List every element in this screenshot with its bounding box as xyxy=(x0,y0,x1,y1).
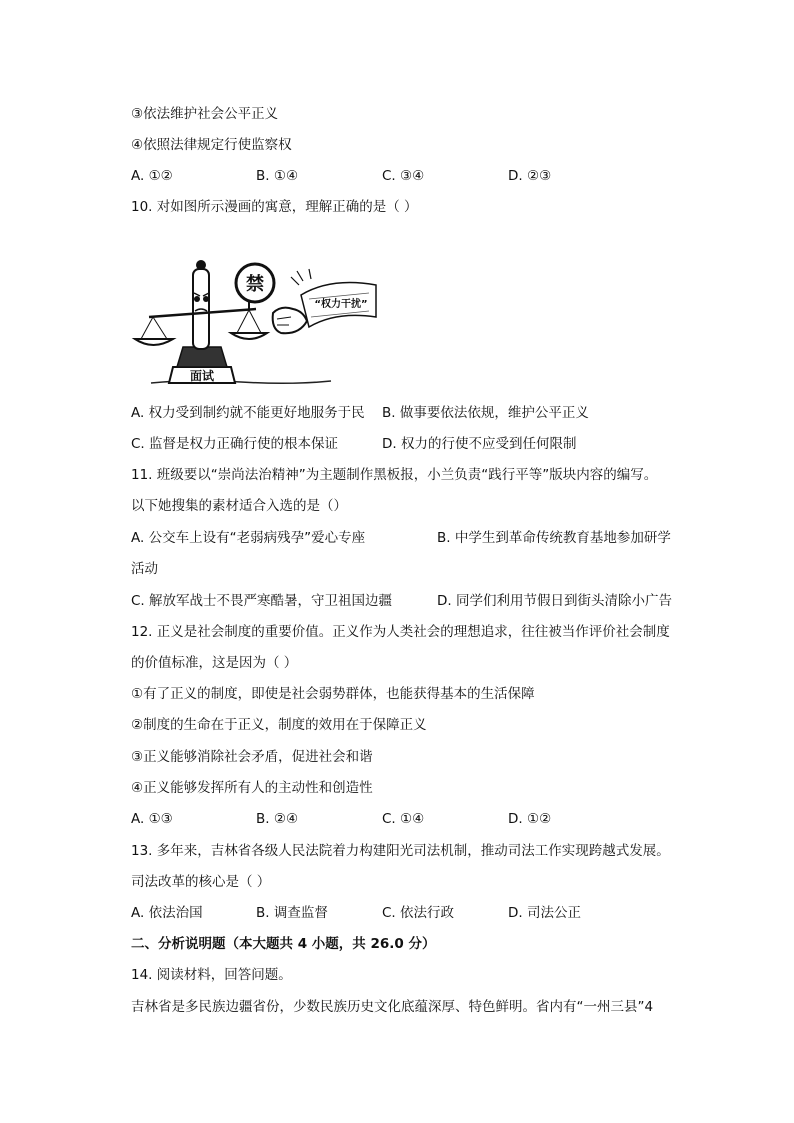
cartoon-base-label: 面试 xyxy=(189,369,215,383)
q9-item-4: ④依照法律规定行使监察权 xyxy=(131,137,292,153)
q11-stem-line-1: 11. 班级要以“崇尚法治精神”为主题制作黑板报，小兰负责“践行平等”版块内容的编写。 xyxy=(131,467,658,483)
cartoon-sign-text: 禁 xyxy=(246,274,264,295)
q9-option-c[interactable]: C. ③④ xyxy=(382,168,425,184)
cartoon-pan-left xyxy=(135,339,173,345)
cartoon-banner-text: “权力干扰” xyxy=(314,299,368,310)
q10-stem: 10. 对如图所示漫画的寓意，理解正确的是（ ） xyxy=(131,199,418,215)
cartoon-eye-left xyxy=(194,296,200,302)
q12-option-c[interactable]: C. ①④ xyxy=(382,811,425,827)
q11-option-b-continued: 活动 xyxy=(131,561,158,577)
q9-item-3: ③依法维护社会公平正义 xyxy=(131,106,279,122)
q12-stem-line-2: 的价值标准，这是因为（ ） xyxy=(131,655,298,671)
q12-option-b[interactable]: B. ②④ xyxy=(256,811,299,827)
q13-stem-line-2: 司法改革的核心是（ ） xyxy=(131,874,271,890)
q12-item-1: ①有了正义的制度，即使是社会弱势群体，也能获得基本的生活保障 xyxy=(131,686,535,702)
q14-stem: 14. 阅读材料，回答问题。 xyxy=(131,967,292,983)
q12-stem-line-1: 12. 正义是社会制度的重要价值。正义作为人类社会的理想追求，往往被当作评价社会制度 xyxy=(131,624,670,640)
q12-item-4: ④正义能够发挥所有人的主动性和创造性 xyxy=(131,780,373,796)
q10-option-b[interactable]: B. 做事要依法依规，维护公平正义 xyxy=(382,405,589,421)
q13-stem-line-1: 13. 多年来，吉林省各级人民法院着力构建阳光司法机制，推动司法工作实现跨越式发展。 xyxy=(131,843,670,859)
q9-option-b[interactable]: B. ①④ xyxy=(256,168,299,184)
q11-option-b[interactable]: B. 中学生到革命传统教育基地参加研学 xyxy=(437,530,671,546)
q9-option-a[interactable]: A. ①② xyxy=(131,168,173,184)
q12-option-a[interactable]: A. ①③ xyxy=(131,811,173,827)
q13-option-b[interactable]: B. 调查监督 xyxy=(256,905,328,921)
cartoon-scale-knob xyxy=(196,260,206,270)
q11-stem-line-2: 以下她搜集的素材适合入选的是（） xyxy=(131,498,347,514)
cartoon-motion-marks xyxy=(291,269,311,285)
q10-option-a[interactable]: A. 权力受到制约就不能更好地服务于民 xyxy=(131,405,365,421)
q14-material: 吉林省是多民族边疆省份，少数民族历史文化底蕴深厚、特色鲜明。省内有“一州三县”4 xyxy=(131,999,654,1015)
q13-option-c[interactable]: C. 依法行政 xyxy=(382,905,455,921)
cartoon-pan-right xyxy=(231,333,267,339)
q11-option-d[interactable]: D. 同学们利用节假日到街头清除小广告 xyxy=(437,593,672,609)
q9-option-d[interactable]: D. ②③ xyxy=(508,168,552,184)
q10-option-c[interactable]: C. 监督是权力正确行使的根本保证 xyxy=(131,436,339,452)
cartoon-hand xyxy=(273,308,307,334)
q11-option-c[interactable]: C. 解放军战士不畏严寒酷暑，守卫祖国边疆 xyxy=(131,593,393,609)
q11-option-a[interactable]: A. 公交车上设有“老弱病残孕”爱心专座 xyxy=(131,530,366,546)
q12-item-3: ③正义能够消除社会矛盾，促进社会和谐 xyxy=(131,749,373,765)
q12-item-2: ②制度的生命在于正义，制度的效用在于保障正义 xyxy=(131,717,427,733)
q10-option-d[interactable]: D. 权力的行使不应受到任何限制 xyxy=(382,436,577,452)
cartoon-eye-right xyxy=(203,296,209,302)
q10-cartoon xyxy=(131,255,381,391)
cartoon-pan-strings-right xyxy=(237,310,261,333)
q12-option-d[interactable]: D. ①② xyxy=(508,811,552,827)
q13-option-d[interactable]: D. 司法公正 xyxy=(508,905,581,921)
cartoon-pan-strings-left xyxy=(141,317,167,339)
q13-option-a[interactable]: A. 依法治国 xyxy=(131,905,203,921)
section-2-heading: 二、分析说明题（本大题共 4 小题，共 26.0 分） xyxy=(131,936,436,952)
